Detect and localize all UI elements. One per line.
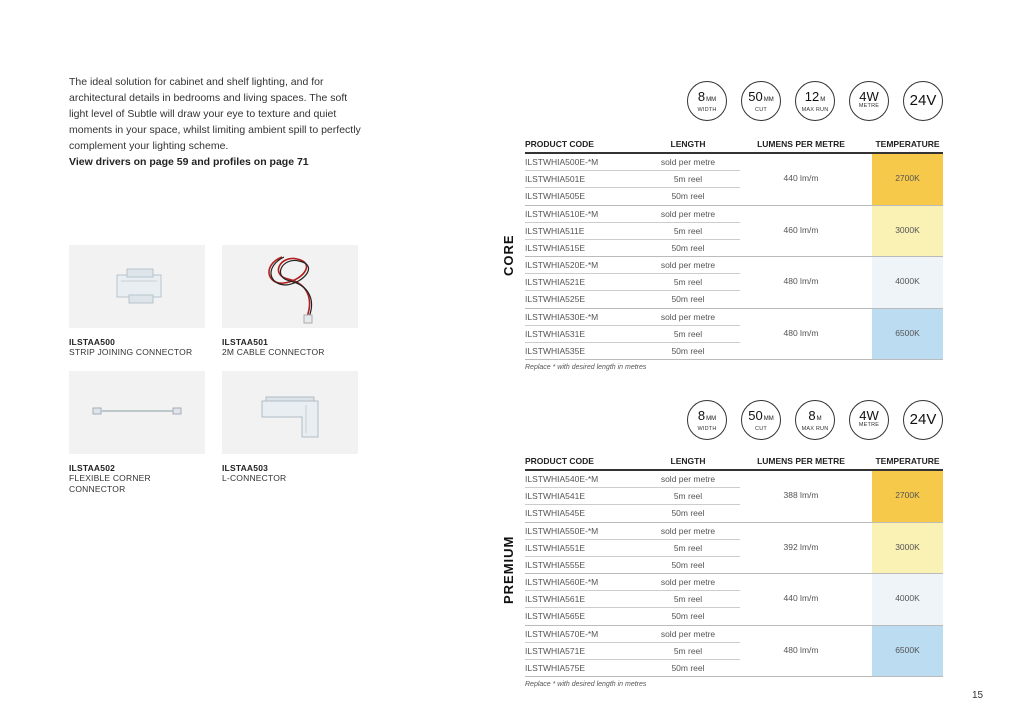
- lumens-value: 480 lm/m: [783, 276, 819, 286]
- product-group-6500k: [525, 309, 943, 361]
- table-row: ILSTWHIA545E 50m reel: [525, 508, 705, 519]
- page-number: 15: [972, 690, 984, 701]
- table-row: ILSTWHIA551E 5m reel: [525, 540, 740, 557]
- table-footnote: Replace * with desired length in metres: [525, 681, 647, 688]
- table-header: PRODUCT CODE LENGTH LUMENS PER METRE TEMPERATURE: [525, 136, 943, 154]
- cable-connector-image: [222, 245, 358, 328]
- accessory-code: ILSTAA500: [69, 337, 116, 347]
- product-group-3000k: [525, 206, 943, 258]
- accessory-code: ILSTAA503: [222, 463, 269, 473]
- flexible-corner-connector-image: [69, 371, 205, 454]
- accessory-code: ILSTAA502: [69, 463, 116, 473]
- table-row: ILSTWHIA571E 5m reel: [525, 643, 740, 660]
- voltage-badge: 24V: [903, 81, 943, 121]
- intro-paragraph: The ideal solution for cabinet and shelf lighting, and for architectural details in bedrooms and living spaces. The soft light level of Subtle will draw your eye to texture and quiet moments in your space, whilst limiting ambient spill to perfectly complement your lighting scheme.: [69, 76, 361, 152]
- product-group-2700k: [525, 471, 943, 523]
- table-row: ILSTWHIA530E-*M sold per metre: [525, 309, 740, 326]
- table-row: ILSTWHIA501E 5m reel: [525, 171, 740, 188]
- table-row: ILSTWHIA575E 50m reel: [525, 662, 705, 673]
- product-group-4000k: [525, 574, 943, 626]
- table-row: ILSTWHIA531E 5m reel: [525, 326, 740, 343]
- product-group-4000k: [525, 257, 943, 309]
- lumens-value: 440 lm/m: [783, 593, 819, 603]
- table-footnote: Replace * with desired length in metres: [525, 364, 647, 371]
- lumens-value: 460 lm/m: [783, 224, 819, 235]
- accessory-name: STRIP JOINING CONNECTOR: [69, 347, 193, 357]
- wattage-badge: 4W METRE: [849, 81, 889, 121]
- temperature-cell: 4000K: [872, 574, 943, 625]
- premium-product-table: [525, 453, 943, 688]
- lumens-value: 388 lm/m: [783, 490, 819, 500]
- accessory-card: [69, 245, 209, 358]
- table-row: ILSTWHIA570E-*M sold per metre: [525, 626, 740, 643]
- width-badge: 8MM WIDTH: [687, 81, 727, 121]
- core-product-table: [525, 136, 943, 371]
- table-row: ILSTWHIA555E 50m reel: [525, 559, 705, 570]
- cut-badge: 50MM CUT: [741, 400, 781, 440]
- voltage-badge: 24V: [903, 400, 943, 440]
- table-row: ILSTWHIA520E-*M sold per metre: [525, 257, 740, 274]
- cut-badge: 50MM CUT: [741, 81, 781, 121]
- accessory-card: [222, 371, 358, 484]
- table-row: ILSTWHIA535E 50m reel: [525, 345, 705, 356]
- lumens-value: 480 lm/m: [783, 644, 819, 655]
- table-row: ILSTWHIA541E 5m reel: [525, 488, 740, 505]
- accessory-name: FLEXIBLE CORNER CONNECTOR: [69, 473, 151, 494]
- temperature-cell: 6500K: [872, 626, 943, 677]
- product-group-6500k: [525, 626, 943, 678]
- accessory-code: ILSTAA501: [222, 337, 269, 347]
- table-row: ILSTWHIA525E 50m reel: [525, 294, 705, 305]
- product-group-3000k: [525, 523, 943, 575]
- strip-joining-connector-image: [69, 245, 205, 328]
- max-run-badge: 12M MAX RUN: [795, 81, 835, 121]
- core-section-label: CORE: [501, 234, 516, 276]
- accessory-name: 2M CABLE CONNECTOR: [222, 347, 325, 357]
- lumens-value: 440 lm/m: [783, 173, 819, 183]
- table-row: ILSTWHIA561E 5m reel: [525, 591, 740, 608]
- lumens-value: 392 lm/m: [783, 541, 819, 552]
- table-row: ILSTWHIA550E-*M sold per metre: [525, 523, 740, 540]
- premium-section-label: PREMIUM: [501, 535, 516, 604]
- temperature-cell: 4000K: [872, 257, 943, 308]
- l-connector-image: [222, 371, 358, 454]
- temperature-cell: 2700K: [872, 154, 943, 205]
- product-group-2700k: [525, 154, 943, 206]
- accessory-card: [222, 245, 362, 358]
- drivers-profiles-reference[interactable]: View drivers on page 59 and profiles on page 71: [69, 156, 309, 168]
- max-run-badge: 8M MAX RUN: [795, 400, 835, 440]
- table-row: ILSTWHIA560E-*M sold per metre: [525, 574, 740, 591]
- table-row: ILSTWHIA510E-*M sold per metre: [525, 206, 740, 223]
- table-header: PRODUCT CODE LENGTH LUMENS PER METRE TEMPERATURE: [525, 453, 943, 471]
- width-badge: 8MM WIDTH: [687, 400, 727, 440]
- wattage-badge: 4W METRE: [849, 400, 889, 440]
- table-row: ILSTWHIA565E 50m reel: [525, 611, 705, 622]
- table-row: ILSTWHIA521E 5m reel: [525, 274, 740, 291]
- table-row: ILSTWHIA511E 5m reel: [525, 223, 740, 240]
- table-row: ILSTWHIA505E 50m reel: [525, 191, 705, 202]
- accessory-card: [69, 371, 205, 495]
- lumens-value: 480 lm/m: [783, 327, 819, 338]
- temperature-cell: 6500K: [872, 309, 943, 360]
- table-row: ILSTWHIA540E-*M sold per metre: [525, 471, 740, 488]
- table-row: ILSTWHIA500E-*M sold per metre: [525, 154, 740, 171]
- table-row: ILSTWHIA515E 50m reel: [525, 242, 705, 253]
- temperature-cell: 3000K: [872, 206, 943, 257]
- temperature-cell: 3000K: [872, 523, 943, 574]
- accessory-name: L-CONNECTOR: [222, 473, 287, 483]
- temperature-cell: 2700K: [872, 471, 943, 522]
